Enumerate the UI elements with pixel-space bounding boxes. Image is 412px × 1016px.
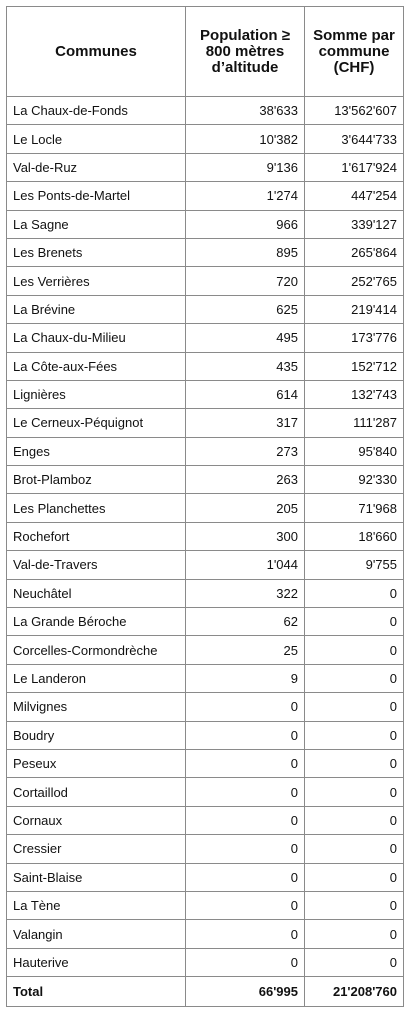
- table-row: [7, 863, 404, 891]
- commune-name-cell: Les Ponts-de-Martel: [7, 182, 186, 210]
- somme-cell: 252'765: [305, 267, 404, 295]
- commune-name-cell: Le Landeron: [7, 664, 186, 692]
- table-row: [7, 551, 404, 579]
- communes-table-container: [6, 6, 404, 1007]
- header-population: Population ≥ 800 mètres d’altitude: [186, 7, 305, 97]
- population-cell: 38'633: [186, 97, 305, 125]
- somme-cell: 95'840: [305, 437, 404, 465]
- population-cell: 1'274: [186, 182, 305, 210]
- population-cell: 9: [186, 664, 305, 692]
- somme-cell: 0: [305, 636, 404, 664]
- population-cell: 0: [186, 948, 305, 976]
- table-row: [7, 352, 404, 380]
- table-row: [7, 835, 404, 863]
- table-row: [7, 267, 404, 295]
- somme-cell: 13'562'607: [305, 97, 404, 125]
- population-cell: 0: [186, 749, 305, 777]
- table-row: [7, 380, 404, 408]
- table-row: [7, 749, 404, 777]
- table-row: [7, 125, 404, 153]
- somme-cell: 0: [305, 664, 404, 692]
- commune-name-cell: Milvignes: [7, 693, 186, 721]
- commune-name-cell: Brot-Plamboz: [7, 466, 186, 494]
- table-row: [7, 324, 404, 352]
- table-row: [7, 238, 404, 266]
- table-row: [7, 891, 404, 919]
- somme-cell: 0: [305, 891, 404, 919]
- population-cell: 322: [186, 579, 305, 607]
- commune-name-cell: Les Verrières: [7, 267, 186, 295]
- commune-name-cell: Boudry: [7, 721, 186, 749]
- commune-name-cell: Le Cerneux-Péquignot: [7, 409, 186, 437]
- commune-name-cell: Cortaillod: [7, 778, 186, 806]
- somme-cell: 0: [305, 920, 404, 948]
- commune-name-cell: La Chaux-du-Milieu: [7, 324, 186, 352]
- commune-name-cell: Hauterive: [7, 948, 186, 976]
- somme-cell: 0: [305, 749, 404, 777]
- population-cell: 720: [186, 267, 305, 295]
- table-row: [7, 664, 404, 692]
- population-cell: 205: [186, 494, 305, 522]
- population-cell: 495: [186, 324, 305, 352]
- somme-cell: 0: [305, 693, 404, 721]
- commune-name-cell: Lignières: [7, 380, 186, 408]
- population-cell: 0: [186, 920, 305, 948]
- population-cell: 0: [186, 693, 305, 721]
- table-body: [7, 97, 404, 1007]
- commune-name-cell: Corcelles-Cormondrèche: [7, 636, 186, 664]
- table-row: [7, 636, 404, 664]
- commune-name-cell: Peseux: [7, 749, 186, 777]
- table-row: [7, 778, 404, 806]
- table-row: [7, 608, 404, 636]
- commune-name-cell: Val-de-Ruz: [7, 153, 186, 181]
- somme-cell: 339'127: [305, 210, 404, 238]
- table-row: [7, 920, 404, 948]
- somme-cell: 18'660: [305, 522, 404, 550]
- header-somme: Somme par commune (CHF): [305, 7, 404, 97]
- population-cell: 0: [186, 721, 305, 749]
- somme-cell: 447'254: [305, 182, 404, 210]
- commune-name-cell: Neuchâtel: [7, 579, 186, 607]
- commune-name-cell: Cornaux: [7, 806, 186, 834]
- somme-cell: 0: [305, 835, 404, 863]
- table-row: [7, 466, 404, 494]
- somme-cell: 3'644'733: [305, 125, 404, 153]
- somme-cell: 173'776: [305, 324, 404, 352]
- table-row: [7, 409, 404, 437]
- commune-name-cell: La Sagne: [7, 210, 186, 238]
- population-cell: 0: [186, 778, 305, 806]
- somme-cell: 132'743: [305, 380, 404, 408]
- population-cell: 0: [186, 835, 305, 863]
- somme-cell: 0: [305, 806, 404, 834]
- table-row: [7, 721, 404, 749]
- somme-cell: 111'287: [305, 409, 404, 437]
- table-row: [7, 494, 404, 522]
- table-row: [7, 97, 404, 125]
- somme-cell: 92'330: [305, 466, 404, 494]
- table-row: [7, 522, 404, 550]
- communes-table: [6, 6, 404, 1007]
- somme-cell: 0: [305, 608, 404, 636]
- commune-name-cell: La Chaux-de-Fonds: [7, 97, 186, 125]
- commune-name-cell: La Grande Béroche: [7, 608, 186, 636]
- population-cell: 895: [186, 238, 305, 266]
- commune-name-cell: La Côte-aux-Fées: [7, 352, 186, 380]
- somme-cell: 0: [305, 778, 404, 806]
- population-cell: 614: [186, 380, 305, 408]
- commune-name-cell: Les Planchettes: [7, 494, 186, 522]
- somme-cell: 0: [305, 863, 404, 891]
- table-total-row: [7, 977, 404, 1007]
- table-row: [7, 182, 404, 210]
- population-cell: 625: [186, 295, 305, 323]
- population-cell: 1'044: [186, 551, 305, 579]
- population-cell: 0: [186, 863, 305, 891]
- commune-name-cell: Rochefort: [7, 522, 186, 550]
- population-cell: 25: [186, 636, 305, 664]
- population-cell: 435: [186, 352, 305, 380]
- population-cell: 10'382: [186, 125, 305, 153]
- commune-name-cell: La Brévine: [7, 295, 186, 323]
- total-population-cell: 66'995: [186, 977, 305, 1007]
- commune-name-cell: Valangin: [7, 920, 186, 948]
- population-cell: 317: [186, 409, 305, 437]
- population-cell: 0: [186, 891, 305, 919]
- somme-cell: 71'968: [305, 494, 404, 522]
- total-somme-cell: 21'208'760: [305, 977, 404, 1007]
- table-row: [7, 693, 404, 721]
- population-cell: 0: [186, 806, 305, 834]
- population-cell: 263: [186, 466, 305, 494]
- commune-name-cell: La Tène: [7, 891, 186, 919]
- population-cell: 273: [186, 437, 305, 465]
- commune-name-cell: Enges: [7, 437, 186, 465]
- table-row: [7, 437, 404, 465]
- population-cell: 62: [186, 608, 305, 636]
- table-row: [7, 948, 404, 976]
- commune-name-cell: Val-de-Travers: [7, 551, 186, 579]
- population-cell: 966: [186, 210, 305, 238]
- somme-cell: 0: [305, 948, 404, 976]
- table-row: [7, 806, 404, 834]
- somme-cell: 1'617'924: [305, 153, 404, 181]
- table-header-row: [7, 7, 404, 97]
- total-label-cell: Total: [7, 977, 186, 1007]
- somme-cell: 152'712: [305, 352, 404, 380]
- commune-name-cell: Cressier: [7, 835, 186, 863]
- table-row: [7, 295, 404, 323]
- table-row: [7, 210, 404, 238]
- somme-cell: 219'414: [305, 295, 404, 323]
- somme-cell: 265'864: [305, 238, 404, 266]
- commune-name-cell: Saint-Blaise: [7, 863, 186, 891]
- somme-cell: 9'755: [305, 551, 404, 579]
- population-cell: 9'136: [186, 153, 305, 181]
- header-communes: Communes: [7, 7, 186, 97]
- commune-name-cell: Les Brenets: [7, 238, 186, 266]
- somme-cell: 0: [305, 721, 404, 749]
- commune-name-cell: Le Locle: [7, 125, 186, 153]
- somme-cell: 0: [305, 579, 404, 607]
- population-cell: 300: [186, 522, 305, 550]
- table-row: [7, 579, 404, 607]
- table-row: [7, 153, 404, 181]
